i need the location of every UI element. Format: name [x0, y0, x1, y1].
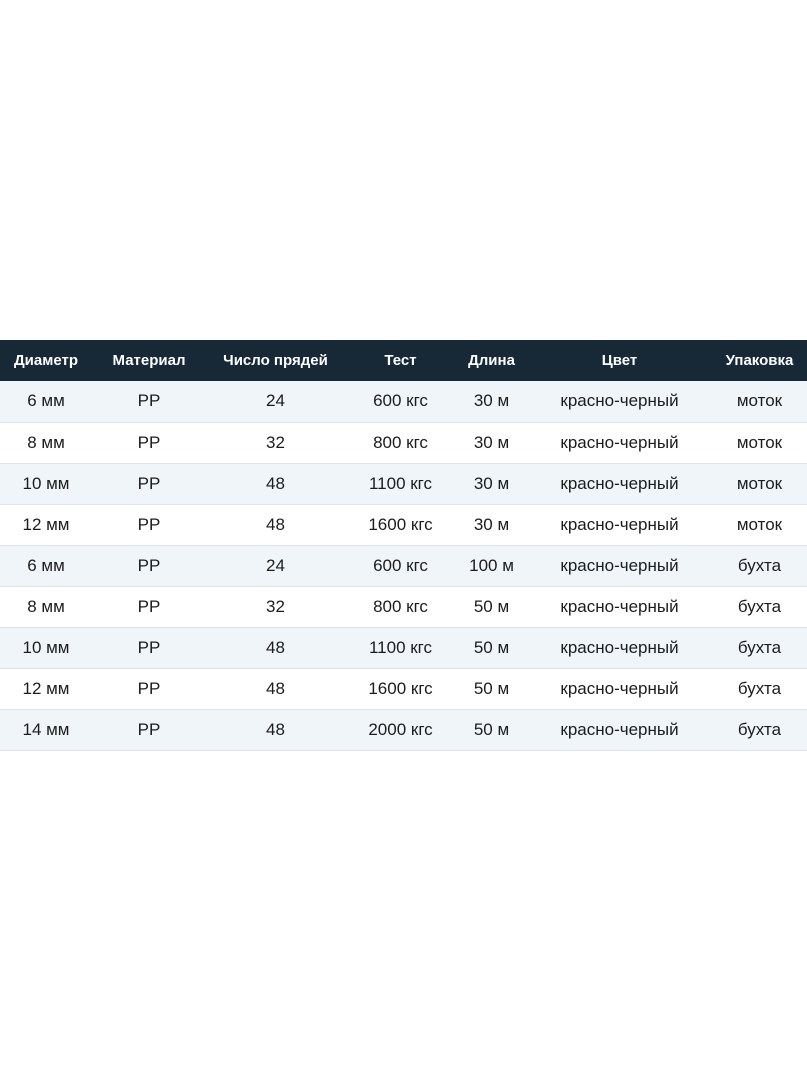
cell-test: 1100 кгс: [345, 463, 456, 504]
cell-test: 1600 кгс: [345, 504, 456, 545]
header-strands: Число прядей: [223, 352, 328, 369]
table-row: [0, 586, 807, 627]
cell-length: 30 м: [456, 504, 527, 545]
header-row: [0, 340, 807, 381]
cell-material: PP: [92, 627, 206, 668]
cell-test: 2000 кгс: [345, 709, 456, 750]
cell-strands: 32: [206, 422, 345, 463]
table-row: [0, 381, 807, 422]
cell-packaging: бухта: [712, 627, 807, 668]
cell-color: красно-черный: [527, 668, 712, 709]
cell-color: красно-черный: [527, 627, 712, 668]
cell-diameter: 10 мм: [0, 627, 92, 668]
cell-length: 50 м: [456, 627, 527, 668]
cell-length: 50 м: [456, 709, 527, 750]
cell-packaging: бухта: [712, 545, 807, 586]
cell-diameter: 8 мм: [0, 422, 92, 463]
cell-length: 30 м: [456, 381, 527, 422]
cell-diameter: 8 мм: [0, 586, 92, 627]
cell-strands: 48: [206, 709, 345, 750]
table-row: [0, 627, 807, 668]
cell-length: 100 м: [456, 545, 527, 586]
cell-diameter: 6 мм: [0, 545, 92, 586]
cell-color: красно-черный: [527, 545, 712, 586]
table-row: [0, 422, 807, 463]
table-row: [0, 709, 807, 750]
cell-strands: 48: [206, 463, 345, 504]
cell-packaging: моток: [712, 422, 807, 463]
header-material: Материал: [112, 352, 186, 369]
cell-diameter: 6 мм: [0, 381, 92, 422]
cell-strands: 48: [206, 504, 345, 545]
cell-test: 600 кгс: [345, 381, 456, 422]
header-diameter: Диаметр: [14, 352, 78, 369]
cell-material: PP: [92, 381, 206, 422]
table-row: [0, 504, 807, 545]
cell-color: красно-черный: [527, 381, 712, 422]
cell-material: PP: [92, 545, 206, 586]
cell-strands: 48: [206, 668, 345, 709]
cell-strands: 48: [206, 627, 345, 668]
cell-material: PP: [92, 463, 206, 504]
cell-strands: 32: [206, 586, 345, 627]
header-color: Цвет: [601, 352, 638, 369]
header-test: Тест: [384, 352, 417, 369]
cell-material: PP: [92, 709, 206, 750]
cell-strands: 24: [206, 545, 345, 586]
table-row: [0, 463, 807, 504]
cell-material: PP: [92, 504, 206, 545]
cell-material: PP: [92, 668, 206, 709]
cell-material: PP: [92, 586, 206, 627]
cell-packaging: бухта: [712, 709, 807, 750]
cell-length: 30 м: [456, 422, 527, 463]
cell-packaging: моток: [712, 463, 807, 504]
cell-color: красно-черный: [527, 463, 712, 504]
table-header: [0, 340, 807, 381]
cell-test: 1100 кгс: [345, 627, 456, 668]
cell-diameter: 14 мм: [0, 709, 92, 750]
cell-length: 30 м: [456, 463, 527, 504]
cell-diameter: 12 мм: [0, 504, 92, 545]
cell-length: 50 м: [456, 668, 527, 709]
cell-strands: 24: [206, 381, 345, 422]
cell-test: 800 кгс: [345, 422, 456, 463]
cell-test: 1600 кгс: [345, 668, 456, 709]
cell-material: PP: [92, 422, 206, 463]
cell-test: 800 кгс: [345, 586, 456, 627]
cell-packaging: моток: [712, 381, 807, 422]
cell-color: красно-черный: [527, 709, 712, 750]
cell-packaging: бухта: [712, 586, 807, 627]
cell-diameter: 12 мм: [0, 668, 92, 709]
table-body: [0, 381, 807, 750]
spec-table-container: [0, 340, 807, 751]
cell-test: 600 кгс: [345, 545, 456, 586]
cell-color: красно-черный: [527, 504, 712, 545]
cell-length: 50 м: [456, 586, 527, 627]
header-length: Длина: [468, 352, 515, 369]
table-row: [0, 668, 807, 709]
cell-packaging: моток: [712, 504, 807, 545]
cell-diameter: 10 мм: [0, 463, 92, 504]
cell-packaging: бухта: [712, 668, 807, 709]
spec-table: [0, 340, 807, 751]
table-row: [0, 545, 807, 586]
header-packaging: Упаковка: [725, 352, 794, 369]
cell-color: красно-черный: [527, 422, 712, 463]
cell-color: красно-черный: [527, 586, 712, 627]
